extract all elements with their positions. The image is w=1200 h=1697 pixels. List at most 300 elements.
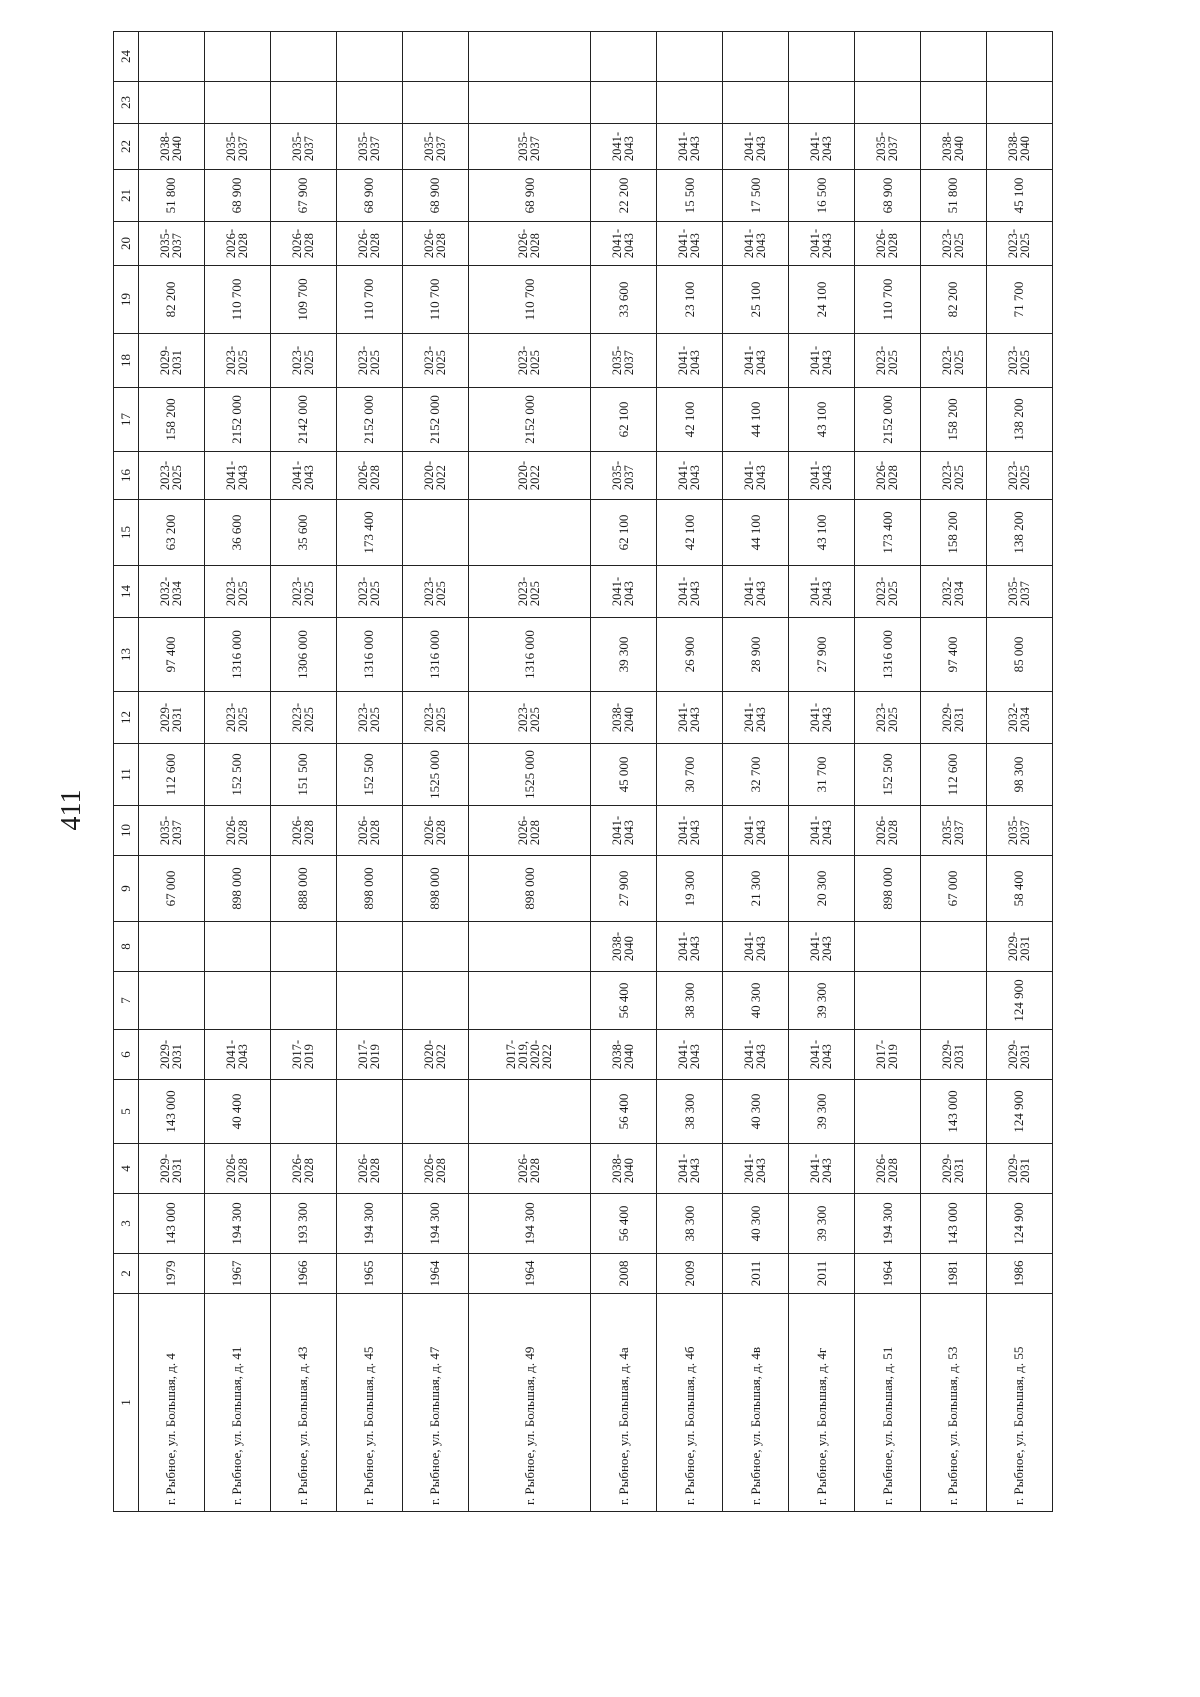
table-cell xyxy=(336,124,402,170)
table-cell xyxy=(591,32,657,82)
cell-value: 2035- 2037 xyxy=(610,460,637,491)
cell-value: 2041- 2043 xyxy=(742,131,769,162)
cell-value: 68 900 xyxy=(521,177,537,214)
repair-schedule-table xyxy=(113,31,1053,1512)
table-cell xyxy=(270,452,336,500)
cell-value: 30 700 xyxy=(681,756,697,793)
address-cell: г. Рыбное, ул. Большая, д. 43 xyxy=(270,1294,336,1512)
table-cell xyxy=(336,692,402,744)
table-cell xyxy=(402,972,468,1030)
table-cell xyxy=(986,222,1052,266)
table-row xyxy=(855,32,921,1512)
cell-value: 28 900 xyxy=(747,636,763,673)
cell-value: 2035- 2037 xyxy=(610,345,637,376)
table-cell xyxy=(789,1144,855,1194)
rotated-page-content xyxy=(113,52,1053,1512)
table-cell xyxy=(204,1254,270,1294)
table-cell xyxy=(591,744,657,806)
table-cell xyxy=(723,618,789,692)
table-cell xyxy=(789,124,855,170)
cell-value: 158 200 xyxy=(945,511,961,554)
cell-value: 2041- 2043 xyxy=(676,1153,703,1184)
table-cell xyxy=(336,922,402,972)
cell-value: 2026- 2028 xyxy=(289,815,316,846)
column-number: 7 xyxy=(114,972,139,1030)
table-cell xyxy=(789,170,855,222)
column-number: 10 xyxy=(114,806,139,856)
cell-value: 2041- 2043 xyxy=(742,815,769,846)
column-number: 1 xyxy=(114,1294,139,1512)
table-cell xyxy=(591,1194,657,1254)
cell-value: 2041- 2043 xyxy=(808,702,835,733)
table-cell xyxy=(657,124,723,170)
table-cell xyxy=(591,806,657,856)
table-cell xyxy=(855,1194,921,1254)
table-cell xyxy=(468,170,590,222)
table-cell xyxy=(139,1080,205,1144)
cell-value: 27 900 xyxy=(615,870,631,907)
cell-value: 1981 xyxy=(945,1260,961,1287)
cell-value: 2041- 2043 xyxy=(808,931,835,962)
table-cell xyxy=(986,922,1052,972)
cell-value: 2041- 2043 xyxy=(676,815,703,846)
column-number: 6 xyxy=(114,1030,139,1080)
cell-value: 24 100 xyxy=(813,281,829,318)
cell-value: 38 300 xyxy=(681,1205,697,1242)
cell-value: 71 700 xyxy=(1011,281,1027,318)
table-row xyxy=(789,32,855,1512)
table-cell xyxy=(789,692,855,744)
cell-value: 20 300 xyxy=(813,870,829,907)
cell-value: 109 700 xyxy=(295,278,311,321)
table-cell xyxy=(139,618,205,692)
table-cell xyxy=(591,452,657,500)
table-cell xyxy=(336,222,402,266)
table-cell xyxy=(270,32,336,82)
cell-value: 2041- 2043 xyxy=(742,931,769,962)
table-cell xyxy=(986,1030,1052,1080)
cell-value: 68 900 xyxy=(361,177,377,214)
cell-value: 19 300 xyxy=(681,870,697,907)
cell-value: 31 700 xyxy=(813,756,829,793)
cell-value: 2023- 2025 xyxy=(516,576,542,607)
cell-value: 67 000 xyxy=(945,870,961,907)
table-row xyxy=(270,32,336,1512)
table-cell xyxy=(986,1194,1052,1254)
cell-value: 17 500 xyxy=(747,177,763,214)
cell-value: 2023- 2025 xyxy=(223,702,250,733)
cell-value: 39 300 xyxy=(813,1205,829,1242)
table-cell xyxy=(468,1194,590,1254)
table-cell xyxy=(789,1254,855,1294)
cell-value: 2041- 2043 xyxy=(676,228,703,259)
cell-value: 42 100 xyxy=(681,401,697,438)
table-cell xyxy=(204,1080,270,1144)
table-cell xyxy=(270,266,336,334)
table-cell xyxy=(402,170,468,222)
cell-value: 2026- 2028 xyxy=(516,815,542,846)
table-row xyxy=(402,32,468,1512)
column-number: 17 xyxy=(114,388,139,452)
table-cell xyxy=(921,566,987,618)
cell-value: 2152 000 xyxy=(427,395,443,444)
cell-value: 2035- 2037 xyxy=(223,131,250,162)
table-cell xyxy=(468,388,590,452)
table-cell xyxy=(336,1030,402,1080)
cell-value: 42 100 xyxy=(681,514,697,551)
table-cell xyxy=(789,82,855,124)
cell-value: 45 100 xyxy=(1011,177,1027,214)
table-row xyxy=(139,32,205,1512)
table-cell xyxy=(986,1144,1052,1194)
table-cell xyxy=(921,170,987,222)
table-cell xyxy=(855,32,921,82)
table-cell xyxy=(468,1254,590,1294)
cell-value: 124 900 xyxy=(1011,979,1027,1022)
address-cell: г. Рыбное, ул. Большая, д. 4а xyxy=(591,1294,657,1512)
address-cell: г. Рыбное, ул. Большая, д. 47 xyxy=(402,1294,468,1512)
table-cell xyxy=(591,856,657,922)
table-cell xyxy=(855,618,921,692)
cell-value: 2041- 2043 xyxy=(808,131,835,162)
table-cell xyxy=(657,922,723,972)
table-cell xyxy=(789,922,855,972)
table-cell xyxy=(139,1144,205,1194)
cell-value: 194 300 xyxy=(879,1202,895,1245)
cell-value: 2035- 2037 xyxy=(289,131,316,162)
table-cell xyxy=(468,1080,590,1144)
address-cell: г. Рыбное, ул. Большая, д. 55 xyxy=(986,1294,1052,1512)
cell-value: 2023- 2025 xyxy=(223,345,250,376)
cell-value: 45 000 xyxy=(615,756,631,793)
table-cell xyxy=(270,1030,336,1080)
cell-value: 898 000 xyxy=(361,867,377,910)
cell-value: 152 500 xyxy=(229,753,245,796)
table-cell xyxy=(657,388,723,452)
cell-value: 2023- 2025 xyxy=(157,460,184,491)
table-cell xyxy=(723,388,789,452)
table-cell xyxy=(657,856,723,922)
cell-value: 56 400 xyxy=(615,1093,631,1130)
cell-value: 138 200 xyxy=(1011,398,1027,441)
table-cell xyxy=(855,222,921,266)
table-cell xyxy=(139,32,205,82)
table-cell xyxy=(921,452,987,500)
cell-value: 1979 xyxy=(163,1260,179,1287)
table-cell xyxy=(855,334,921,388)
table-cell xyxy=(855,856,921,922)
cell-value: 2152 000 xyxy=(361,395,377,444)
table-cell xyxy=(139,124,205,170)
table-cell xyxy=(204,806,270,856)
table-cell xyxy=(402,1194,468,1254)
cell-value: 25 100 xyxy=(747,281,763,318)
cell-value: 2020- 2022 xyxy=(421,460,448,491)
table-cell xyxy=(468,566,590,618)
cell-value: 2023- 2025 xyxy=(516,345,542,376)
cell-value: 2038- 2040 xyxy=(939,131,966,162)
cell-value: 2041- 2043 xyxy=(742,1039,769,1070)
cell-value: 1965 xyxy=(361,1260,377,1287)
cell-value: 2041- 2043 xyxy=(610,228,637,259)
column-number: 11 xyxy=(114,744,139,806)
table-cell xyxy=(591,1254,657,1294)
table-cell xyxy=(336,972,402,1030)
table-cell xyxy=(139,452,205,500)
table-cell xyxy=(270,856,336,922)
cell-value: 2017- 2019 xyxy=(355,1039,382,1070)
table-cell xyxy=(468,744,590,806)
table-row xyxy=(921,32,987,1512)
table-cell xyxy=(591,1144,657,1194)
cell-value: 32 700 xyxy=(747,756,763,793)
table-cell xyxy=(657,1194,723,1254)
table-cell xyxy=(921,500,987,566)
column-number: 22 xyxy=(114,124,139,170)
table-cell xyxy=(468,222,590,266)
table-cell xyxy=(270,500,336,566)
table-cell xyxy=(402,124,468,170)
cell-value: 1966 xyxy=(295,1260,311,1287)
cell-value: 68 900 xyxy=(229,177,245,214)
table-cell xyxy=(789,618,855,692)
cell-value: 2023- 2025 xyxy=(355,702,382,733)
cell-value: 22 200 xyxy=(615,177,631,214)
cell-value: 38 300 xyxy=(681,982,697,1019)
column-number: 2 xyxy=(114,1254,139,1294)
table-cell xyxy=(270,222,336,266)
table-cell xyxy=(336,452,402,500)
column-number: 9 xyxy=(114,856,139,922)
table-cell xyxy=(139,222,205,266)
table-cell xyxy=(139,82,205,124)
table-cell xyxy=(789,972,855,1030)
cell-value: 2041- 2043 xyxy=(676,131,703,162)
table-cell xyxy=(986,1254,1052,1294)
cell-value: 898 000 xyxy=(879,867,895,910)
cell-value: 2011 xyxy=(813,1260,829,1287)
cell-value: 110 700 xyxy=(229,278,245,321)
cell-value: 2038- 2040 xyxy=(1005,131,1032,162)
cell-value: 2029- 2031 xyxy=(157,702,184,733)
table-cell xyxy=(723,1030,789,1080)
cell-value: 2023- 2025 xyxy=(939,460,966,491)
table-cell xyxy=(270,806,336,856)
table-cell xyxy=(789,388,855,452)
cell-value: 1964 xyxy=(427,1260,443,1287)
page-number: 411 xyxy=(56,789,87,831)
cell-value: 2011 xyxy=(747,1260,763,1287)
table-cell xyxy=(657,744,723,806)
cell-value: 62 100 xyxy=(615,401,631,438)
table-cell xyxy=(591,388,657,452)
cell-value: 143 000 xyxy=(945,1202,961,1245)
cell-value: 2029- 2031 xyxy=(1005,1039,1032,1070)
cell-value: 2041- 2043 xyxy=(610,131,637,162)
cell-value: 97 400 xyxy=(163,636,179,673)
table-cell xyxy=(402,1030,468,1080)
cell-value: 2041- 2043 xyxy=(742,460,769,491)
table-cell xyxy=(986,266,1052,334)
table-cell xyxy=(723,744,789,806)
cell-value: 2026- 2028 xyxy=(355,228,382,259)
cell-value: 2026- 2028 xyxy=(516,228,542,259)
table-row xyxy=(986,32,1052,1512)
table-cell xyxy=(723,806,789,856)
table-cell xyxy=(921,618,987,692)
table-cell xyxy=(591,266,657,334)
cell-value: 2038- 2040 xyxy=(610,1153,637,1184)
table-cell xyxy=(657,266,723,334)
column-number: 21 xyxy=(114,170,139,222)
cell-value: 173 400 xyxy=(361,511,377,554)
table-cell xyxy=(657,1254,723,1294)
table-cell xyxy=(591,170,657,222)
table-cell xyxy=(204,388,270,452)
cell-value: 2026- 2028 xyxy=(421,815,448,846)
cell-value: 1986 xyxy=(1011,1260,1027,1287)
table-cell xyxy=(591,1030,657,1080)
cell-value: 2035- 2037 xyxy=(355,131,382,162)
table-cell xyxy=(591,922,657,972)
cell-value: 2023- 2025 xyxy=(874,576,901,607)
cell-value: 2023- 2025 xyxy=(874,702,901,733)
table-cell xyxy=(336,170,402,222)
cell-value: 898 000 xyxy=(229,867,245,910)
cell-value: 110 700 xyxy=(879,278,895,321)
table-cell xyxy=(402,334,468,388)
table-cell xyxy=(139,566,205,618)
table-cell xyxy=(723,922,789,972)
cell-value: 44 100 xyxy=(747,401,763,438)
table-cell xyxy=(468,1030,590,1080)
table-cell xyxy=(204,170,270,222)
table-cell xyxy=(723,1144,789,1194)
cell-value: 33 600 xyxy=(615,281,631,318)
table-cell xyxy=(468,806,590,856)
cell-value: 68 900 xyxy=(427,177,443,214)
table-cell xyxy=(336,82,402,124)
table-cell xyxy=(723,856,789,922)
cell-value: 2026- 2028 xyxy=(355,815,382,846)
table-cell xyxy=(204,1144,270,1194)
cell-value: 898 000 xyxy=(427,867,443,910)
table-cell xyxy=(855,82,921,124)
cell-value: 110 700 xyxy=(361,278,377,321)
table-cell xyxy=(336,1080,402,1144)
table-cell xyxy=(921,1254,987,1294)
cell-value: 2023- 2025 xyxy=(421,702,448,733)
table-cell xyxy=(204,618,270,692)
table-cell xyxy=(270,1080,336,1144)
cell-value: 2041- 2043 xyxy=(676,460,703,491)
cell-value: 97 400 xyxy=(945,636,961,673)
cell-value: 2041- 2043 xyxy=(742,228,769,259)
table-cell xyxy=(986,744,1052,806)
table-cell xyxy=(657,972,723,1030)
cell-value: 40 400 xyxy=(229,1093,245,1130)
table-cell xyxy=(336,618,402,692)
table-cell xyxy=(204,566,270,618)
table-cell xyxy=(723,1254,789,1294)
table-cell xyxy=(270,124,336,170)
cell-value: 56 400 xyxy=(615,1205,631,1242)
cell-value: 2035- 2037 xyxy=(939,815,966,846)
cell-value: 2038- 2040 xyxy=(610,702,637,733)
cell-value: 2029- 2031 xyxy=(157,1153,184,1184)
table-cell xyxy=(204,32,270,82)
cell-value: 2026- 2028 xyxy=(421,1153,448,1184)
cell-value: 2026- 2028 xyxy=(223,815,250,846)
table-cell xyxy=(139,806,205,856)
table-cell xyxy=(468,1144,590,1194)
table-cell xyxy=(657,566,723,618)
table-row xyxy=(723,32,789,1512)
cell-value: 110 700 xyxy=(521,278,537,321)
table-cell xyxy=(336,856,402,922)
table-cell xyxy=(921,692,987,744)
table-cell xyxy=(986,334,1052,388)
table-cell xyxy=(270,972,336,1030)
cell-value: 15 500 xyxy=(681,177,697,214)
cell-value: 2026- 2028 xyxy=(421,228,448,259)
table-cell xyxy=(657,32,723,82)
table-cell xyxy=(986,566,1052,618)
cell-value: 173 400 xyxy=(879,511,895,554)
table-cell xyxy=(402,32,468,82)
table-cell xyxy=(921,922,987,972)
cell-value: 51 800 xyxy=(163,177,179,214)
cell-value: 2029- 2031 xyxy=(939,1153,966,1184)
address-cell: г. Рыбное, ул. Большая, д. 4б xyxy=(657,1294,723,1512)
cell-value: 38 300 xyxy=(681,1093,697,1130)
cell-value: 36 600 xyxy=(229,514,245,551)
table-cell xyxy=(723,82,789,124)
table-cell xyxy=(921,388,987,452)
table-cell xyxy=(139,922,205,972)
table-cell xyxy=(855,1080,921,1144)
table-cell xyxy=(657,222,723,266)
table-cell xyxy=(402,388,468,452)
table-cell xyxy=(657,618,723,692)
cell-value: 51 800 xyxy=(945,177,961,214)
cell-value: 2041- 2043 xyxy=(223,460,250,491)
cell-value: 194 300 xyxy=(427,1202,443,1245)
table-cell xyxy=(855,124,921,170)
table-cell xyxy=(591,82,657,124)
column-number: 18 xyxy=(114,334,139,388)
column-number: 4 xyxy=(114,1144,139,1194)
cell-value: 2023- 2025 xyxy=(355,345,382,376)
table-cell xyxy=(723,334,789,388)
table-cell xyxy=(921,1080,987,1144)
cell-value: 63 200 xyxy=(163,514,179,551)
table-cell xyxy=(204,1030,270,1080)
cell-value: 194 300 xyxy=(361,1202,377,1245)
cell-value: 2026- 2028 xyxy=(516,1153,542,1184)
cell-value: 2041- 2043 xyxy=(676,1039,703,1070)
cell-value: 2023- 2025 xyxy=(421,345,448,376)
cell-value: 2041- 2043 xyxy=(610,576,637,607)
table-cell xyxy=(789,32,855,82)
table-cell xyxy=(270,334,336,388)
cell-value: 2020- 2022 xyxy=(516,460,542,491)
cell-value: 2041- 2043 xyxy=(676,345,703,376)
table-cell xyxy=(855,692,921,744)
table-cell xyxy=(657,806,723,856)
table-cell xyxy=(139,334,205,388)
cell-value: 2035- 2037 xyxy=(874,131,901,162)
